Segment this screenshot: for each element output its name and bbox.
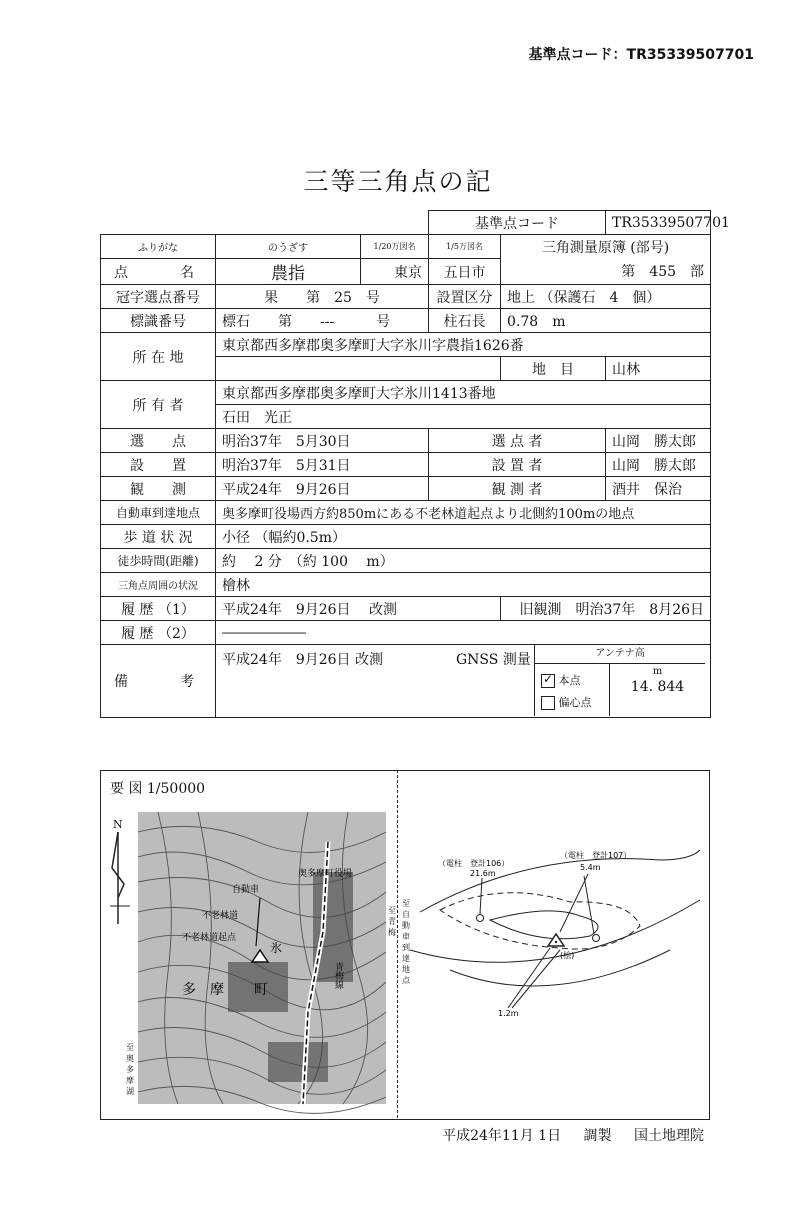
footer-date: 平成24年11月 1日 [442,1128,562,1144]
map-label-furo-road: 不老林道 [202,911,239,921]
header-code: 基準点コード：TR35339507701 [528,47,754,63]
map200k-value: 東京 [361,259,429,285]
footer-made: 調製 [583,1128,612,1144]
history1-old: 旧観測 明治37年 8月26日 [501,597,711,621]
sketch-pole1-dist: 21.6m [470,869,496,878]
map-label-car: 自動車 [232,885,260,895]
antenna-unit: m [652,666,663,677]
around-label: 三角点周囲の状況 [101,573,216,597]
ledger-label: 三角測量原簿 (部号) [501,235,711,259]
map-label-town-office: 奥多摩町役場 [298,869,353,879]
remarks-date: 平成24年 9月26日 改測 [222,652,383,668]
map-divider [397,770,398,1118]
select-date: 明治37年 5月30日 [216,429,429,453]
sketch-to-car: 至 自動車到達地点 [402,899,410,985]
install-type-value: 地上 （保護石 4 個） [501,285,711,309]
furigana-label: ふりがな [101,235,216,259]
pillar-label: 柱石長 [429,309,501,333]
map50k-value: 五日市 [429,259,501,285]
walk-value: 約 2 分 （約 100 m） [216,549,711,573]
location-label: 所 在 地 [101,333,216,381]
survey-person: 酒井 保治 [606,477,711,501]
page-title: 三等三角点の記 [303,167,493,196]
around-value: 檜林 [216,573,711,597]
install-date: 明治37年 5月31日 [216,453,429,477]
crown-value: 果 第 25 号 [216,285,429,309]
location-address: 東京都西多摩郡奥多摩町大字氷川字農指1626番 [216,333,711,357]
remarks-method: GNSS 測量 [456,652,531,668]
sketch-pole2-dist: 5.4m [580,863,601,872]
crown-label: 冠字選点番号 [101,285,216,309]
main-point-checkbox[interactable]: ✓ [543,672,554,686]
sketch-pole2: （電柱 登計107） [560,851,632,860]
antenna-label: アンテナ高 [595,648,645,659]
remarks-label: 備 考 [101,645,216,718]
main-point-label: 本点 [558,674,581,687]
map-label-machi: 町 [254,982,268,998]
car-label: 自動車到達地点 [101,501,216,525]
owner-name: 石田 光正 [216,405,711,429]
path-value: 小径 （幅約0.5m） [216,525,711,549]
path-label: 歩 道 状 況 [101,525,216,549]
eccentric-point-checkbox[interactable] [541,696,555,710]
landtype-value: 山林 [606,357,711,381]
footer-org: 国土地理院 [634,1128,704,1144]
history2-label: 履 歴 （2） [101,621,216,645]
install-label: 設 置 [101,453,216,477]
point-type-box [534,663,610,716]
owner-address: 東京都西多摩郡奥多摩町大字氷川1413番地 [216,381,711,405]
owner-label: 所 有 者 [101,381,216,429]
map50k-label: 1/5万図名 [429,235,501,259]
install-type-label: 設置区分 [429,285,501,309]
name-value: 農指 [216,259,361,285]
ledger-value: 第 455 部 [501,259,711,285]
survey-person-label: 観 測 者 [429,477,606,501]
select-label: 選 点 [101,429,216,453]
install-person: 山岡 勝太郎 [606,453,711,477]
location-sketch [410,840,700,1020]
marker-value: 標石 第 --- 号 [216,309,429,333]
north-label: N [113,818,123,831]
code-row-value: TR35339507701 [606,211,711,235]
sketch-dist: 1.2m [498,1009,519,1018]
topo-map-image [138,812,386,1104]
history1-label: 履 歴 （1） [101,597,216,621]
walk-label: 徒歩時間(距離) [101,549,216,573]
map200k-label: 1/20万図名 [361,235,429,259]
pillar-value: 0.78 m [501,309,711,333]
history2-value: ―――――― [216,621,711,645]
survey-date: 平成24年 9月26日 [216,477,429,501]
map-label-hikawa: 氷 [270,941,283,955]
history1-value: 平成24年 9月26日 改測 [216,597,501,621]
name-label: 点 名 [101,259,216,285]
map-label-oume-line: 青梅線 [333,962,343,989]
select-person-label: 選 点 者 [429,429,606,453]
install-person-label: 設 置 者 [429,453,606,477]
marker-label: 標識番号 [101,309,216,333]
sketch-tree: (桧) [560,951,575,960]
sketch-pole1: （電柱 登計106） [438,859,510,868]
eccentric-point-label: 偏心点 [558,696,592,709]
code-row-label: 基準点コード [429,211,606,235]
map-label-ma: 摩 [210,982,224,998]
furigana-value: のうざす [216,235,361,259]
record-table [100,210,730,718]
remarks-cell [216,645,711,718]
map-label-to-okutama: 至 奥多摩湖 [126,1043,134,1096]
map-label-to-oume: 至 青梅 [388,906,396,937]
map-label-furo-start: 不老林道起点 [182,933,237,943]
map-title: 要 図 1/50000 [110,781,206,797]
select-person: 山岡 勝太郎 [606,429,711,453]
antenna-height: 14. 844 [630,679,685,695]
north-arrow-icon [108,828,132,928]
footer [424,1125,704,1145]
survey-label: 観 測 [101,477,216,501]
map-label-tama: 多 [182,982,196,998]
car-value: 奥多摩町役場西方約850mにある不老林道起点より北側約100mの地点 [216,501,711,525]
landtype-label: 地 目 [501,357,606,381]
antenna-height-box [609,663,705,716]
